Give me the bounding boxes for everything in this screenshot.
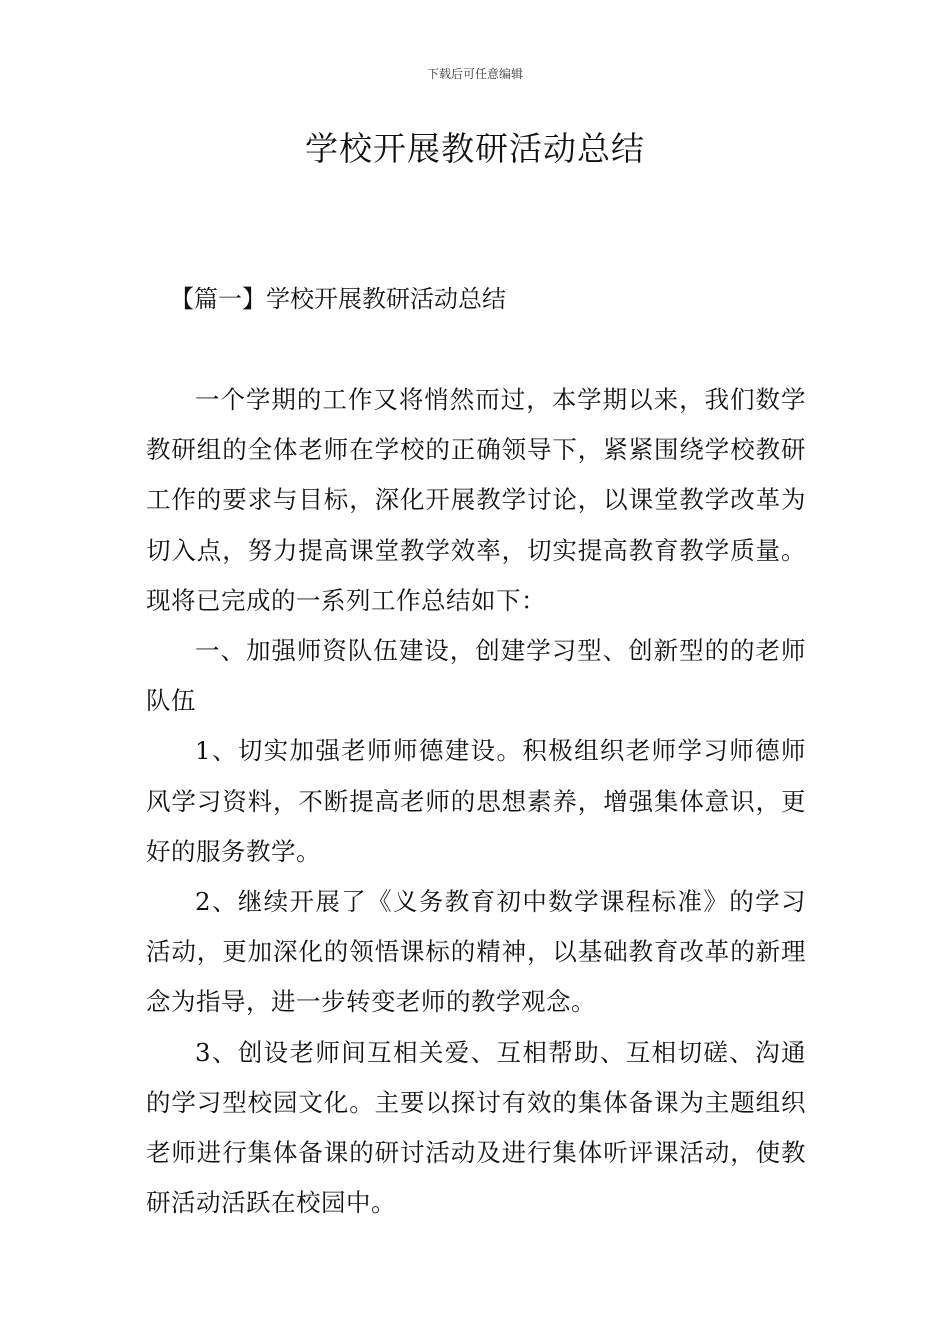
paragraph-item-1: 1、切实加强老师师德建设。积极组织老师学习师德师风学习资料，不断提高老师的思想素养，增强集体意识，更好的服务教学。 bbox=[146, 736, 806, 866]
paragraph-intro: 一个学期的工作又将悄然而过，本学期以来，我们数学教研组的全体老师在学校的正确领导下，紧紧围绕学校教研工作的要求与目标，深化开展教学讨论，以课堂教学改革为切入点，努力提高课堂教学效率，切实提高教育教学质量。现将已完成的一系列工作总结如下： bbox=[146, 385, 806, 615]
document-title: 学校开展教研活动总结 bbox=[305, 129, 645, 168]
paragraph-point-1-heading: 一、加强师资队伍建设，创建学习型、创新型的的老师队伍 bbox=[146, 636, 806, 716]
section-heading: 【篇一】学校开展教研活动总结 bbox=[170, 285, 506, 313]
page-header-note: 下载后可任意编辑 bbox=[426, 67, 523, 81]
paragraph-item-3: 3、创设老师间互相关爱、互相帮助、互相切磋、沟通的学习型校园文化。主要以探讨有效的集体备课为主题组织老师进行集体备课的研讨活动及进行集体听评课活动，使教研活动活跃在校园中。 bbox=[146, 1037, 806, 1218]
paragraph-item-2: 2、继续开展了《义务教育初中数学课程标准》的学习活动，更加深化的领悟课标的精神，以基础教育改革的新理念为指导，进一步转变老师的教学观念。 bbox=[146, 887, 806, 1017]
document-body bbox=[146, 375, 806, 1228]
